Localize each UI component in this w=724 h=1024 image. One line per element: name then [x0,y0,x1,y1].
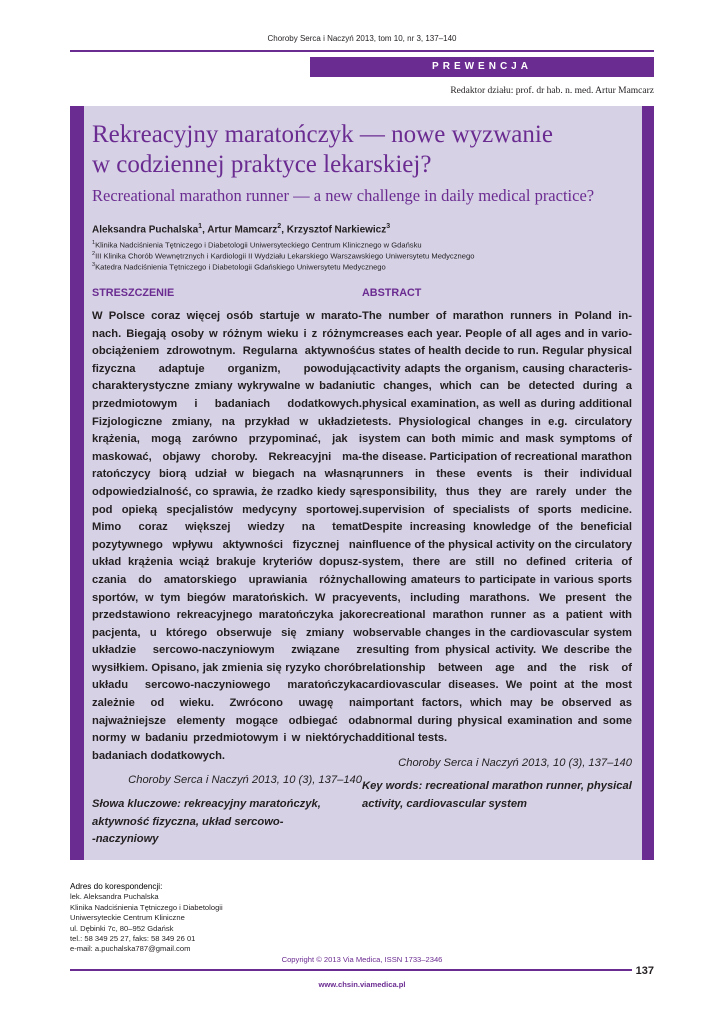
footer-rule [70,969,654,971]
affiliation-list [92,239,474,272]
author-name: Aleksandra Puchalska [92,224,199,236]
journal-website: www.chsin.viamedica.pl [318,980,406,989]
author-affiliation-mark: 1 [198,223,203,230]
correspondence-line: lek. Aleksandra Puchalska [70,892,159,902]
streszczenie-text: W Polsce coraz więcej osób startuje w maratonach. Biegają osoby w różnym wieku i z różnym obciążeniem zdrowotnym. Regularna aktywność fizyczna adaptuje organizm, powodując charakterystyczne zmiany wykrywalne w badaniu przedmiotowym i badaniach dodatkowych. Fizjologiczne zmiany, na przykład w układzie krążenia, mogą zarówno przypominać, jak i maskować, objawy choroby. Rekreacyjni maratończycy biorą udział w biegach na własną odpowiedzialność, co sprawia, że rzadko kiedy są pod opieką specjalistów medycyny sportowej. Mimo coraz większej wiedzy na temat pozytywnego wpływu aktywności fizycznej na układ krążenia wciąż brakuje kryteriów dopuszczania do amatorskiego uprawiania różnych sportów, w tym biegów maratońskich. W pracy przedstawiono rekreacyjnego maratończyka jako pacjenta, u którego obserwuje się zmiany w układzie sercowo-naczyniowym związane z wysiłkiem. Opisano, jak zmienia się ryzyko chorób układu sercowo-naczyniowego maratończyka zależnie od wieku. Zwrócono uwagę na najważniejsze elementy mogące odbiegać od normy w badaniu przedmiotowym i w niektórych badaniach dodatkowych. [92,310,362,762]
affiliation [92,239,474,250]
affiliation-text: III Klinika Chorób Wewnętrznych i Kardiologii II Wydziału Lekarskiego Warszawskiego Uniwersytetu Medycznego [95,251,475,261]
section-editor: Redaktor działu: prof. dr hab. n. med. Artur Mamcarz [450,86,654,96]
author-affiliation-mark: 3 [386,223,391,230]
box-right-accent [642,106,654,860]
streszczenie-citation: Choroby Serca i Naczyń 2013, 10 (3), 137–140 [128,774,362,787]
affiliation-mark: 2 [92,251,96,258]
author-name: Krzysztof Narkiewicz [286,224,387,236]
correspondence-line: Klinika Nadciśnienia Tętniczego i Diabetologii [70,902,223,912]
article-box [70,106,654,860]
correspondence-heading: Adres do korespondencji: [70,882,163,891]
title-polish-line-2: w codziennej praktyce lekarskiej? [92,151,432,178]
correspondence-address [70,882,223,955]
author-affiliation-mark: 2 [277,223,282,230]
affiliation [92,250,474,261]
copyright-notice: Copyright © 2013 Via Medica, ISSN 1733–2346 [281,955,443,964]
affiliation-text: Katedra Nadciśnienia Tętniczego i Diabetologii Gdańskiego Uniwersytetu Medycznego [95,262,386,272]
title-english: Recreational marathon runner — a new challenge in daily medical practice? [92,186,595,205]
streszczenie-heading: STRESZCZENIE [92,287,175,299]
correspondence-line: ul. Dębinki 7c, 80–952 Gdańsk [70,923,174,933]
streszczenie-column [92,286,362,849]
abstract-text: The number of marathon runners in Poland increases each year. People of all ages and in various states of health decide to run. Regular physical activity adapts the organism, causing characteristic changes, which can be detected during a physical examination, as well as during additional tests. Physiological changes in e.g. circulatory system can both mimic and mask symptoms of the disease. Participation of recreational marathon runners in these events is their individual responsibility, thus they are rarely under the supervision of specialists of sports medicine. Despite increasing knowledge of the beneficial influence of the physical activity on the circulatory system, there are still no defined criteria of allowing amateurs to participate in various sports events, including marathons. We present the recreational marathon runner as a patient with observable changes in the cardiovascular system resulting from physical activity. We describe the relationship between age and the risk of cardiovascular diseases. We point at the most important factors, which may be observed as abnormal during physical examination and some additional tests. [362,310,632,745]
correspondence-line: e-mail: a.puchalska787@gmail.com [70,944,191,954]
header-rule [70,50,654,52]
abstract-citation: Choroby Serca i Naczyń 2013, 10 (3), 137–140 [398,756,632,769]
page-number: 137 [632,965,654,977]
affiliation-mark: 3 [92,262,96,269]
box-left-accent [70,106,84,860]
correspondence-line: Uniwersyteckie Centrum Kliniczne [70,913,185,923]
abstract-heading: ABSTRACT [362,287,422,299]
journal-reference: Choroby Serca i Naczyń 2013, tom 10, nr 3, 137–140 [267,34,457,43]
author-name: Artur Mamcarz [207,224,278,236]
affiliation-mark: 1 [92,240,96,246]
author-list: Aleksandra Puchalska$^1$, Artur Mamcarz$^2$, Krzysztof Narkiewicz$^3$ [92,223,391,236]
affiliation [92,261,474,272]
title-polish [92,120,632,180]
abstract-keywords: Key words: recreational marathon runner, physical activity, cardiovascular system [362,780,632,811]
section-label: PREWENCJA [310,57,654,77]
title-polish-line-1: Rekreacyjny maratończyk — nowe wyzwanie [92,121,553,148]
affiliation-text: Klinika Nadciśnienia Tętniczego i Diabetologii Uniwersyteckiego Centrum Klinicznego w Gdańsku [95,240,422,250]
abstract-column [362,286,632,814]
correspondence-line: tel.: 58 349 25 27, faks: 58 349 26 01 [70,934,196,944]
streszczenie-keywords: Słowa kluczowe: rekreacyjny maratończyk, aktywność fizyczna, układ sercowo- -naczyniowy [92,798,321,846]
